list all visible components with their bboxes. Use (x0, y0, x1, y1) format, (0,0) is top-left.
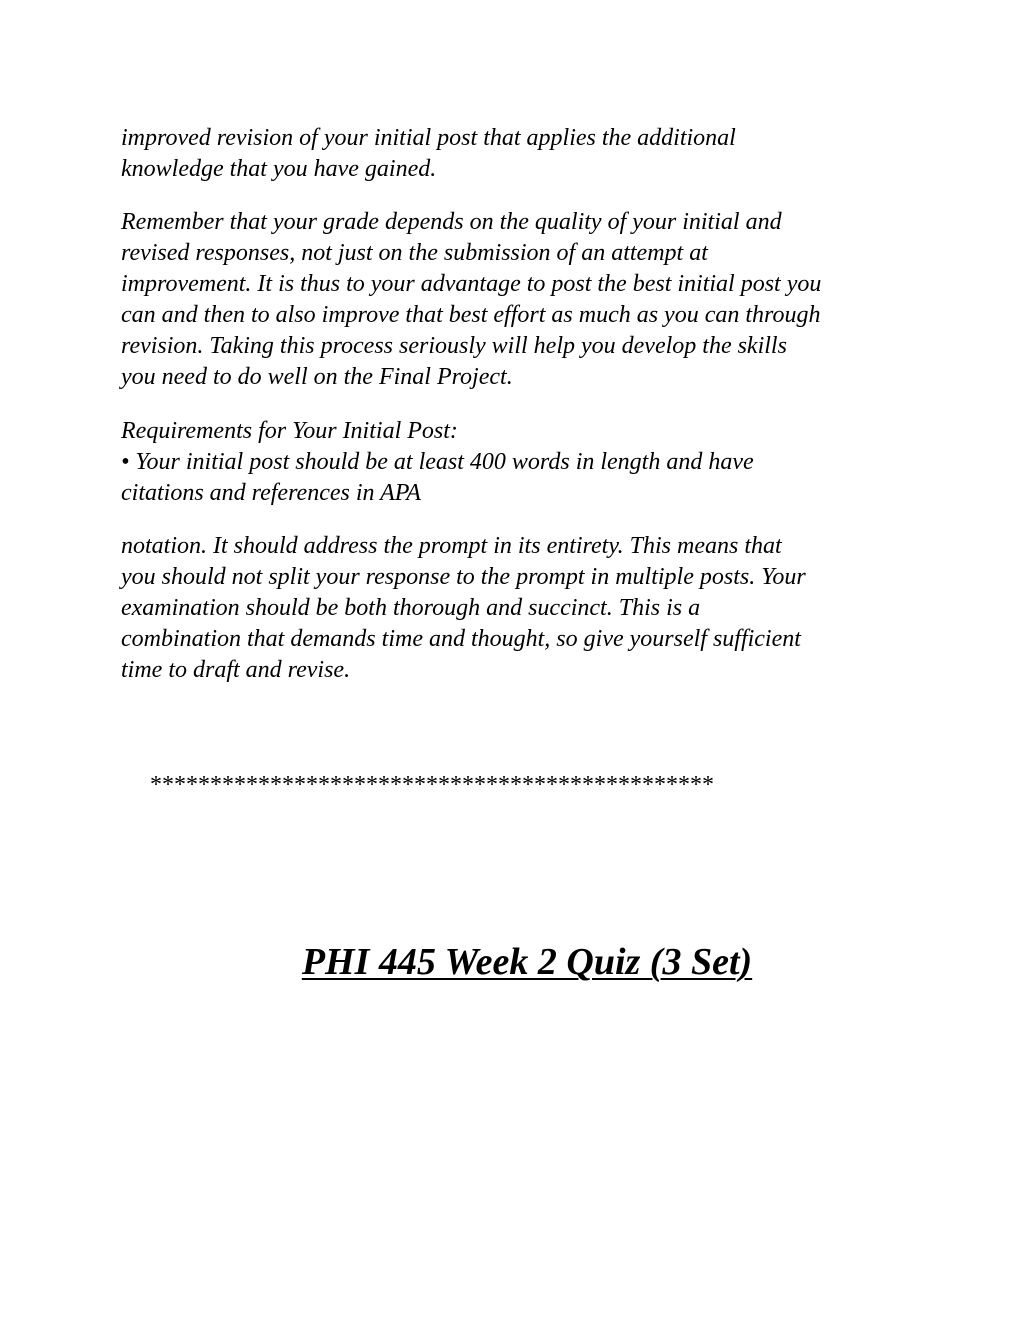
text-line: revised responses, not just on the submission of an attempt at (121, 240, 708, 266)
text-line: notation. It should address the prompt in its entirety. This means that (121, 533, 782, 559)
text-line: knowledge that you have gained. (121, 156, 437, 182)
asterisk-separator: *********************************************** (150, 772, 714, 798)
text-line: can and then to also improve that best effort as much as you can through (121, 302, 821, 328)
text-line: you should not split your response to the prompt in multiple posts. Your (121, 564, 806, 590)
section-heading: PHI 445 Week 2 Quiz (3 Set) (301, 941, 753, 983)
requirements-heading: Requirements for Your Initial Post: (121, 418, 458, 444)
text-line: time to draft and revise. (121, 657, 351, 683)
paragraph-requirements (121, 416, 921, 509)
text-line: improved revision of your initial post that applies the additional (121, 125, 736, 151)
text-line: combination that demands time and thought, so give yourself sufficient (121, 626, 801, 652)
paragraph-grade-reminder (121, 207, 921, 393)
text-line: revision. Taking this process seriously will help you develop the skills (121, 333, 787, 359)
text-line: improvement. It is thus to your advantage to post the best initial post you (121, 271, 822, 297)
paragraph-revision-note (121, 123, 921, 185)
paragraph-notation (121, 531, 921, 686)
text-line: you need to do well on the Final Project. (121, 364, 513, 390)
text-line: Remember that your grade depends on the quality of your initial and (121, 209, 782, 235)
requirement-bullet: • Your initial post should be at least 400 words in length and have (121, 449, 754, 475)
text-line: citations and references in APA (121, 480, 421, 506)
text-line: examination should be both thorough and succinct. This is a (121, 595, 701, 621)
